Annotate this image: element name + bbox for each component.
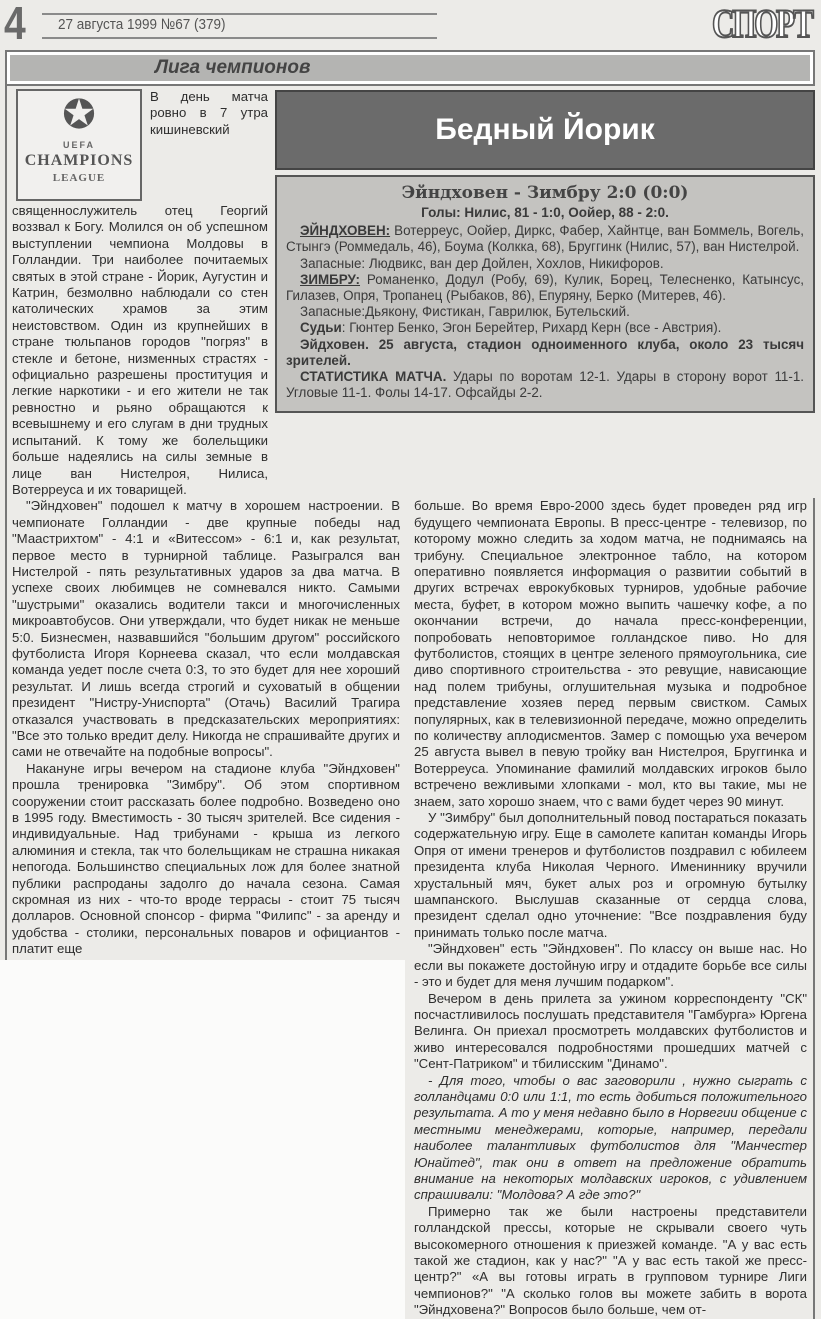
starball-icon: ✪: [62, 93, 96, 137]
headline-and-match: [275, 86, 815, 413]
champions-league-logo: [16, 89, 142, 201]
section-bar: [10, 55, 810, 81]
article-paragraph: "Эйндховен" подошел к матчу в хорошем настроении. В чемпионате Голландии - две крупные победы над "Маастрихтом" - 4:1 и «Витессом» - 6:1 и, как результат, первое место в турнирной таблице. Разыгрался ван Нистелрой - пять результативных ударов за два матча. В успехе своих любимцев не сомневался никто. Самыми "шустрыми" оказались водители такси и многочисленных микроавтобусов. Они утверждали, что будет никак не меньше 5:0. Бизнесмен, назвавшийся "большим другом" российского футболиста Игоря Корнеева сказал, что если молдавская команда уедет после счета 0:3, то это будет для нее хороший результат. И лишь всегда строгий и суховатый в общении президент "Нистру-Униспорта" (Отачь) Василий Трагира отказался участвовать в предсказательских мероприятиях: "Все это только вредит делу. Никогда не спрашивайте других и сами не отвечайте на подобные вопросы".: [12, 498, 400, 760]
home-lineup-text: Вотерреус, Оойер, Диркс, Фабер, Хайнтце, ван Боммель, Вогель, Стынгэ (Роммедаль, 46), Боума (Колкка, 68), Бруггинк (Нилис, 57), ван Нистелрой.: [286, 223, 804, 255]
away-lineup-text: Романенко, Додул (Робу, 69), Кулик, Борец, Телесненко, Катынсус, Гилазев, Опря, Тропанец (Рыбаков, 86), Епуряну, Берко (Митерев, 46).: [286, 271, 804, 304]
article-paragraph: больше. Во время Евро-2000 здесь будет проведен ряд игр будущего чемпионата Европы. В пресс-центре - телевизор, по которому можно следить за ходом матча, не поднимаясь на трибуну. Специальное электронное табло, на котором оперативно появляется информация о развитии событий в других встречах еврокубковых турниров, удобные рабочие места, буфет, в котором можно выпить чашечку кофе, а по окончании встречи, до начала пресс-конференции, попробовать неповторимое голландское пиво. Но для футболистов, стоящих в центре зеленого прямоугольника, сие диво спортивного строительства - это ревущие, нависающие над полем трибуны, оглушительная музыка и подробное представление хозяев перед первым свистком. Самых популярных, как в телевизионной передаче, можно определить по количеству аплодисментов. Замер с помощью уха вечером 25 августа вывел в певую тройку ван Нистелроя, Бруггинка и Вотерреуса. Упоминание фамилий молдавских игроков было встречено вежливыми хлопками - мол, кто вы такие, мы не знаем, зато хорошо знаем, что с вами будет через 90 минут.: [414, 498, 807, 809]
logo-uefa: UEFA: [62, 140, 95, 150]
article-paragraph: Примерно так же были настроены представители голландской прессы, которые не скрывали своего чуть высокомерного отношения к приезжей команде. "А у вас есть такой же стадион, как у нас?" "А у вас есть такой же пресс-центр?" «А вы готовы играть в групповом турнире Лиги чемпионов?" "А сколько голов вы можете забить в ворота "Эйндховена?" Вопросов было больше, чем от-: [414, 1203, 807, 1318]
headline-box: [275, 90, 815, 170]
article-paragraph: "Эйндховен" есть "Эйндховен". По классу он выше нас. Но если вы покажете достойную игру и отдадите борьбе все силы - это и будет для меня лучшим подарком".: [414, 941, 807, 990]
referees: [286, 320, 804, 336]
venue-text: Эйдховен. 25 августа, стадион одноименного клуба, около 23 тысяч зрителей.: [286, 336, 804, 368]
home-subs: Запасные: Людвикс, ван дер Дойлен, Хохлов, Никифоров.: [300, 255, 664, 271]
logo-champions: CHAMPIONS: [24, 152, 134, 170]
article-intro: [7, 86, 275, 498]
referees-text: : Гюнтер Бенко, Эгон Берейтер, Рихард Керн (все - Австрия).: [341, 320, 722, 336]
venue: [286, 337, 804, 369]
issue-date-line: 27 августа 1999 №67 (379): [58, 16, 226, 33]
article-paragraph: У "Зимбру" был дополнительный повод постараться показать содержательную игру. Еще в самолете капитан команды Игорь Опря от имени тренеров и футболистов поздравил с юбилеем президента клуба Николая Черного. Имениннику вручили хрустальный мяч, букет алых роз и огромную бутылку шампанского. Выслушав сказанные от сердца слова, президент сделал одно уточнение: "Все поздравления буду принимать только после матча.: [414, 810, 807, 940]
stats-text: Удары по воротам 12-1. Удары в сторону ворот 11-1. Угловые 11-1. Фолы 14-17. Офсайды 2-2.: [286, 369, 804, 401]
section-frame: [5, 50, 815, 86]
page-number: 4: [4, 0, 26, 49]
header-rule-bottom: [42, 37, 437, 39]
article-area: [5, 50, 815, 1319]
home-lineup: [286, 223, 804, 255]
headline: Бедный Йорик: [435, 113, 655, 146]
quote-text: - Для того, чтобы о вас заговорили , нужно сыграть с голландцами 0:0 или 1:1, то есть добиться положительного результата. А то у меня недавно было в Норвегии общение с местными менеджерами, которые, например, передали наиболее талантливых футболистов для "Манчестер Юнайтед", так они в ответ на предложение обратить внимание на некоторых молдавских игроков, с удивлением спрашивали: "Молдова? А где это?": [414, 1072, 807, 1203]
away-subs: Запасные:Дьякону, Фистикан, Гаврилюк, Бутельский.: [300, 304, 630, 320]
article-column-left: [5, 498, 405, 1318]
stats-label: СТАТИСТИКА МАТЧА.: [300, 369, 447, 385]
article-paragraph: Вечером в день прилета за ужином корреспонденту "СК" посчастливилось послушать представителя "Гамбурга» Юргена Велинга. Он приехал просмотреть молдавских футболистов и живо интересовался подробностями прошедших матчей с "Сент-Патриком" и тбилисским "Динамо".: [414, 990, 807, 1072]
article-paragraph: Накануне игры вечером на стадионе клуба "Эйндховен" прошла тренировка "Зимбру". Об этом спортивном сооружении стоит рассказать более подробно. Возведено оно в 1995 году. Вместимость - 30 тысяч зрителей. Все сидения - индивидуальные. Над трибунами - крыша из легкого алюминия и стекла, так что болельщикам не страшна никакая непогода. Большинство специальных лож для более знатной публики распроданы задолго до начала сезона. Самая скромная из них - что-то вроде террасы - стоит 75 тысяч долларов. Основной спонсор - фирма "Филипс" - за аренду и удобства - столики, персональных поваров и официантов - платит еще: [12, 760, 400, 957]
newspaper-logo: СПОРТ: [712, 1, 812, 46]
left-column-text: [5, 498, 405, 959]
intro-paragraph: В день матча ровно в 7 утра кишиневский священнослужитель отец Георгий воззвал к Богу. Молился он об успешном выступлении чемпиона Молдовы в Голландии. Три наиболее почитаемых святых в этой стране - Йорик, Аугустин и Катрин, безмолвно наблюдали со стен католических храмов за этим неистовством. Один из крупнейших в стране тюльпанов городов "погряз" в стекле и бетоне, низменных страстях - официально разрешены проституция и легкие наркотики - и его жители не так ревностно и рьяно обращаются к всевышнему и его слугам в дни трудных испытаний. К тому же болельщики больше надеялись на силы земные в лице ван Нистелроя, Нилиса, Вотерреуса и их товарищей.: [12, 89, 268, 497]
match-stats: [286, 369, 804, 401]
match-title: Эйндховен - Зимбру 2:0 (0:0): [401, 183, 689, 203]
article-body: [5, 498, 815, 1318]
section-title: Лига чемпионов: [155, 57, 311, 78]
blank-area: [0, 960, 405, 1319]
away-lineup: [286, 272, 804, 304]
article-top: [5, 86, 815, 498]
match-report-box: [275, 175, 815, 413]
quote-paragraph: [414, 1073, 807, 1204]
away-team-label: ЗИМБРУ:: [300, 271, 361, 287]
header-rule-top: [42, 13, 437, 15]
referees-label: Судьи: [300, 320, 342, 336]
article-column-right: [405, 498, 815, 1318]
home-team-label: ЭЙНДХОВЕН:: [300, 223, 391, 239]
logo-league: LEAGUE: [52, 171, 106, 184]
match-goals: Голы: Нилис, 81 - 1:0, Оойер, 88 - 2:0.: [421, 205, 669, 220]
